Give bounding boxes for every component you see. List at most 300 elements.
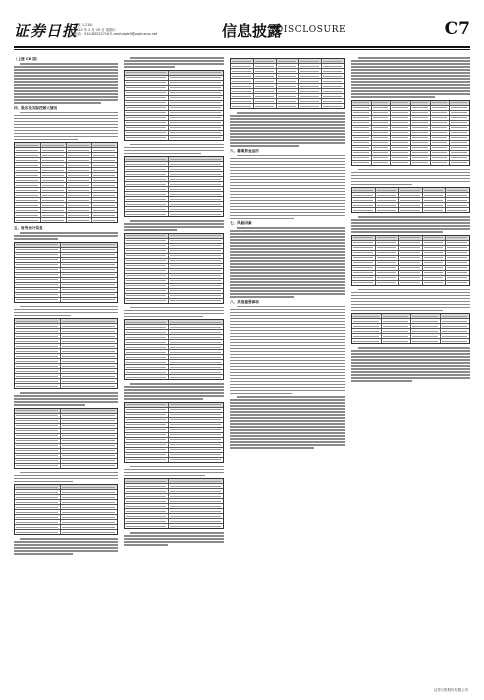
issue-meta (74, 23, 157, 37)
table-row (15, 348, 117, 353)
table-row (125, 329, 223, 334)
text-line (230, 139, 345, 141)
table-cell (168, 234, 223, 238)
table-cell (298, 69, 321, 73)
table-cell (168, 340, 223, 344)
text-line (351, 90, 470, 92)
table-cell (125, 106, 168, 110)
table-cell (398, 266, 422, 270)
table-cell (15, 409, 60, 413)
table-row (125, 95, 223, 100)
table-row (352, 265, 469, 270)
table-cell (125, 234, 168, 238)
table-cell (352, 193, 375, 197)
table-cell (60, 298, 117, 302)
table-cell (60, 510, 117, 514)
column-4 (351, 56, 470, 682)
table-row (15, 328, 117, 333)
table-row (352, 125, 469, 130)
table-row (15, 378, 117, 383)
table-cell (231, 64, 253, 68)
table-cell (430, 111, 450, 115)
text-line (230, 360, 345, 362)
table-cell (60, 248, 117, 252)
table-cell (15, 293, 60, 297)
table-cell (168, 509, 223, 513)
text-line (14, 124, 118, 126)
text-line (20, 392, 118, 394)
table-cell (398, 281, 422, 285)
table-row (231, 63, 344, 68)
table-header-row (231, 59, 344, 63)
text-line (351, 310, 443, 312)
text-line (230, 167, 345, 169)
table-cell (381, 329, 411, 333)
table-header-row (125, 403, 223, 407)
text-line (124, 469, 224, 471)
section-heading: 八、其他重要事项 (230, 299, 259, 304)
text-line (14, 553, 73, 555)
table-cell (168, 202, 223, 206)
text-line (230, 420, 345, 422)
table-cell (125, 418, 168, 422)
table-cell (375, 193, 399, 197)
text-paragraph (124, 466, 224, 477)
table-cell (276, 89, 299, 93)
table-cell (168, 167, 223, 171)
table-row (231, 78, 344, 83)
text-line (351, 298, 470, 300)
text-line (351, 377, 470, 379)
text-line (14, 312, 118, 314)
table-cell (15, 168, 40, 172)
table-row (15, 207, 117, 212)
table-cell (66, 218, 92, 222)
table-cell (125, 254, 168, 258)
table-row (125, 359, 223, 364)
table-cell (15, 505, 60, 509)
table-cell (381, 319, 411, 323)
table-cell (15, 208, 40, 212)
table-cell (298, 59, 321, 63)
table-cell (168, 106, 223, 110)
table-cell (125, 428, 168, 432)
table-cell (276, 69, 299, 73)
table-row (352, 323, 469, 328)
table-cell (15, 324, 60, 328)
table-row (125, 293, 223, 298)
table-row (15, 423, 117, 428)
table-cell (168, 279, 223, 283)
table-cell (253, 99, 276, 103)
table-row (15, 343, 117, 348)
table-cell (15, 359, 60, 363)
table-cell (352, 236, 375, 240)
table-cell (60, 429, 117, 433)
text-line (230, 242, 345, 244)
text-line (230, 290, 345, 292)
table-header-row (125, 479, 223, 483)
table-cell (445, 261, 469, 265)
text-line (14, 96, 118, 98)
table-cell (60, 500, 117, 504)
table-cell (422, 246, 446, 250)
text-line (351, 66, 470, 68)
table-row (231, 93, 344, 98)
table-cell (168, 182, 223, 186)
table-cell (298, 89, 321, 93)
text-line (230, 124, 345, 126)
table-cell (125, 249, 168, 253)
table-cell (375, 261, 399, 265)
text-line (351, 87, 470, 89)
table-row (125, 171, 223, 176)
table-row (352, 328, 469, 333)
table-header-row (352, 314, 469, 318)
table-cell (352, 334, 381, 338)
text-paragraph (351, 347, 470, 382)
text-paragraph (14, 538, 118, 555)
table-cell (398, 246, 422, 250)
table-cell (371, 136, 391, 140)
table-row (125, 196, 223, 201)
data-table (351, 235, 470, 286)
text-paragraph (14, 472, 118, 483)
table-cell (375, 236, 399, 240)
table-cell (398, 193, 422, 197)
table-cell (253, 64, 276, 68)
table-row (352, 197, 469, 202)
table-row (125, 125, 223, 130)
table-cell (430, 146, 450, 150)
text-line (351, 228, 470, 230)
table-cell (375, 198, 399, 202)
text-line (230, 423, 345, 425)
text-paragraph (230, 306, 345, 395)
table-cell (40, 153, 66, 157)
text-line (20, 472, 118, 474)
table-cell (168, 375, 223, 379)
table-cell (15, 344, 60, 348)
text-line (230, 275, 345, 277)
table-cell (60, 283, 117, 287)
text-paragraph (351, 57, 470, 98)
table-row (15, 338, 117, 343)
table-cell (91, 203, 117, 207)
table-cell (352, 329, 381, 333)
text-line (351, 353, 470, 355)
table-cell (66, 208, 92, 212)
table-cell (125, 121, 168, 125)
column-1 (14, 56, 118, 682)
table-row (125, 417, 223, 422)
text-line (14, 238, 58, 240)
table-cell (66, 163, 92, 167)
table-cell (125, 162, 168, 166)
table-cell (352, 121, 371, 125)
table-row (125, 176, 223, 181)
text-line (351, 304, 470, 306)
table-cell (168, 126, 223, 130)
text-line (124, 150, 224, 152)
table-row (231, 73, 344, 78)
table-row (125, 120, 223, 125)
table-cell (125, 509, 168, 513)
text-line (124, 66, 175, 68)
page-number: C7 (444, 19, 470, 39)
text-line (230, 405, 345, 407)
table-row (352, 338, 469, 343)
table-row (352, 110, 469, 115)
text-line (14, 315, 71, 317)
table-cell (125, 479, 168, 483)
text-line (14, 139, 78, 141)
table-row (15, 277, 117, 282)
table-cell (15, 203, 40, 207)
text-line (358, 347, 470, 349)
table-cell (381, 339, 411, 343)
column-2 (124, 56, 224, 682)
table-cell (398, 256, 422, 260)
table-cell (15, 339, 60, 343)
text-line (230, 118, 345, 120)
table-cell (125, 443, 168, 447)
table-cell (15, 515, 60, 519)
table-row (15, 448, 117, 453)
text-line (351, 231, 443, 233)
table-row (15, 272, 117, 277)
table-row (352, 280, 469, 285)
table-cell (390, 156, 410, 160)
table-cell (125, 403, 168, 407)
table-row (15, 247, 117, 252)
table-cell (321, 74, 344, 78)
text-line (124, 386, 224, 388)
text-line (230, 179, 345, 181)
table-cell (60, 359, 117, 363)
table-row (352, 245, 469, 250)
table-cell (352, 266, 375, 270)
text-paragraph (351, 216, 470, 233)
table-row (125, 344, 223, 349)
table-cell (422, 241, 446, 245)
table-row (15, 252, 117, 257)
table-cell (390, 151, 410, 155)
table-cell (40, 143, 66, 147)
text-line (230, 176, 345, 178)
table-cell (168, 274, 223, 278)
text-line (230, 236, 345, 238)
table-row (15, 463, 117, 468)
text-line (124, 395, 224, 397)
table-cell (398, 208, 422, 212)
table-row (125, 493, 223, 498)
table-cell (15, 283, 60, 287)
table-row (15, 529, 117, 534)
table-cell (40, 173, 66, 177)
table-cell (352, 101, 371, 105)
table-row (15, 172, 117, 177)
table-cell (15, 414, 60, 418)
table-cell (381, 314, 411, 318)
table-cell (60, 243, 117, 247)
table-cell (375, 266, 399, 270)
table-cell (375, 271, 399, 275)
table-cell (60, 449, 117, 453)
table-row (125, 298, 223, 303)
text-line (351, 96, 435, 98)
table-cell (371, 141, 391, 145)
text-line (14, 550, 118, 552)
text-line (14, 72, 118, 74)
table-row (125, 513, 223, 518)
table-cell (168, 345, 223, 349)
table-row (125, 483, 223, 488)
text-line (14, 93, 118, 95)
table-row (125, 498, 223, 503)
table-cell (15, 278, 60, 282)
table-cell (276, 74, 299, 78)
text-line (14, 541, 118, 543)
text-line (14, 102, 101, 104)
table-row (125, 90, 223, 95)
table-cell (168, 458, 223, 462)
table-header-row (15, 243, 117, 247)
table-cell (352, 256, 375, 260)
text-line (14, 66, 118, 68)
table-cell (440, 334, 470, 338)
table-row (352, 140, 469, 145)
table-cell (91, 143, 117, 147)
text-line (124, 398, 203, 400)
table-cell (445, 236, 469, 240)
table-row (15, 217, 117, 222)
data-table (124, 156, 224, 217)
newspaper-logo: 证券日报 (14, 22, 79, 40)
table-cell (15, 258, 60, 262)
table-cell (91, 193, 117, 197)
table-cell (352, 131, 371, 135)
table-cell (15, 495, 60, 499)
text-paragraph (230, 155, 345, 220)
text-line (130, 466, 224, 468)
text-line (351, 371, 470, 373)
table-cell (125, 448, 168, 452)
table-cell (60, 324, 117, 328)
table-cell (445, 246, 469, 250)
table-row (15, 282, 117, 287)
table-row (231, 88, 344, 93)
table-cell (66, 198, 92, 202)
table-cell (125, 294, 168, 298)
table-cell (430, 156, 450, 160)
table-cell (168, 484, 223, 488)
data-table (351, 187, 470, 213)
table-row (15, 257, 117, 262)
text-line (14, 75, 118, 77)
text-line (230, 309, 345, 311)
table-cell (168, 335, 223, 339)
text-line (14, 309, 118, 311)
text-line (230, 348, 345, 350)
text-line (130, 144, 224, 146)
header-rule-thick (14, 46, 470, 48)
text-line (230, 296, 294, 298)
table-cell (422, 203, 446, 207)
table-cell (125, 167, 168, 171)
table-cell (60, 263, 117, 267)
text-line (230, 357, 345, 359)
table-cell (66, 213, 92, 217)
section-title-english: DISCLOSURE (276, 25, 347, 35)
table-cell (15, 419, 60, 423)
table-row (15, 383, 117, 388)
text-line (124, 392, 224, 394)
table-cell (15, 454, 60, 458)
text-line (230, 269, 345, 271)
table-row (125, 324, 223, 329)
table-cell (125, 76, 168, 80)
table-row (15, 428, 117, 433)
table-cell (15, 510, 60, 514)
table-row (15, 458, 117, 463)
table-row (125, 412, 223, 417)
table-row (125, 288, 223, 293)
text-line (230, 384, 345, 386)
table-cell (352, 188, 375, 192)
table-cell (168, 408, 223, 412)
table-cell (60, 278, 117, 282)
text-line (237, 155, 345, 157)
text-line (230, 441, 345, 443)
text-paragraph (14, 306, 118, 317)
table-cell (40, 193, 66, 197)
table-cell (66, 158, 92, 162)
table-row (15, 519, 117, 524)
table-cell (125, 320, 168, 324)
table-cell (125, 350, 168, 354)
table-cell (449, 101, 469, 105)
text-line (230, 170, 345, 172)
table-cell (60, 454, 117, 458)
table-cell (60, 339, 117, 343)
table-cell (125, 355, 168, 359)
table-cell (125, 279, 168, 283)
table-cell (168, 71, 223, 75)
table-cell (60, 439, 117, 443)
table-cell (60, 434, 117, 438)
table-cell (125, 458, 168, 462)
table-cell (60, 459, 117, 463)
table-cell (231, 104, 253, 108)
table-cell (390, 121, 410, 125)
table-row (15, 157, 117, 162)
text-line (230, 330, 345, 332)
table-cell (125, 101, 168, 105)
table-cell (125, 484, 168, 488)
text-line (230, 293, 345, 295)
table-cell (390, 141, 410, 145)
text-line (124, 316, 203, 318)
table-cell (445, 256, 469, 260)
text-line (14, 547, 118, 549)
table-row (125, 166, 223, 171)
table-cell (125, 182, 168, 186)
table-cell (168, 177, 223, 181)
table-cell (40, 168, 66, 172)
table-cell (321, 89, 344, 93)
table-row (125, 80, 223, 85)
